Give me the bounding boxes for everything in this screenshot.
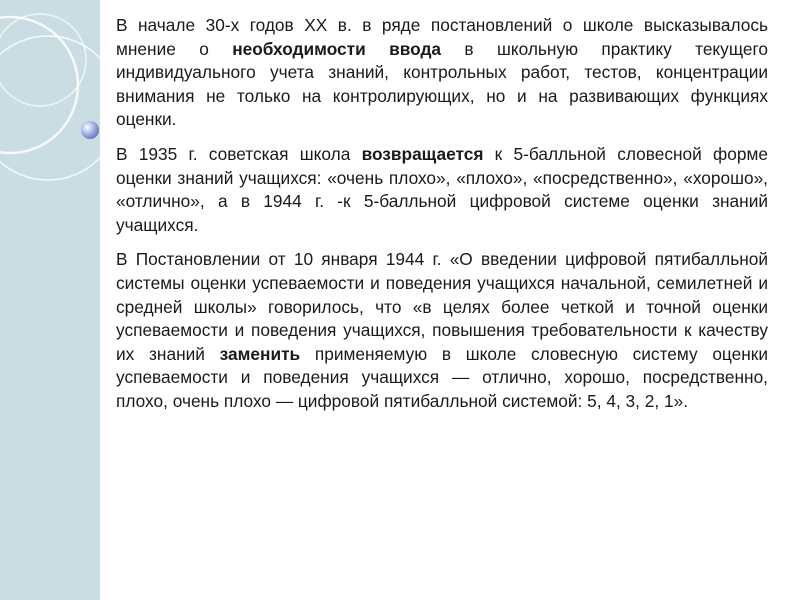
slide-text: [116, 14, 768, 425]
emphasis-neobkhodimosti-vvoda: необходимости ввода: [232, 38, 442, 59]
panel-divider: [100, 0, 103, 600]
decorative-rings: [0, 0, 100, 600]
decorative-side-panel: [0, 0, 100, 600]
orb-icon: [81, 121, 99, 139]
emphasis-zamenit: заменить: [219, 343, 301, 364]
paragraph-2: В 1935 г. советская школа возвращается к 5-балльной словесной форме оценки знаний учащихся: «очень плохо», «плохо», «посредственно», «хорошо», «отлично», а в 1944 г. -к 5-балльной цифровой системе оценки знаний учащихся.: [116, 143, 768, 235]
paragraph-3: В Постановлении от 10 января 1944 г. «О введении цифровой пятибалльной системы оценки успеваемости и поведения учащихся начальной, семилетней и средней школы» говорилось, что «в целях более четкой и точной оценки успеваемости и поведения учащихся, повышения требовательности к качеству их знаний заменить применяемую в школе словесную систему оценки успеваемости и поведения учащихся — отлично, хорошо, посредственно, плохо, очень плохо — цифровой пятибалльной системой: 5, 4, 3, 2, 1».: [116, 249, 768, 411]
paragraph-1: В начале 30-х годов XX в. в ряде постановлений о школе высказывалось мнение о необходимости ввода в школьную практику текущего индивидуального учета знаний, контрольных работ, тестов, концентрации внимания не только на контролирующих, но и на развивающих функциях оценки.: [116, 15, 768, 130]
emphasis-vozvrashchaetsya: возвращается: [361, 143, 484, 164]
ring-medium: [0, 36, 100, 180]
